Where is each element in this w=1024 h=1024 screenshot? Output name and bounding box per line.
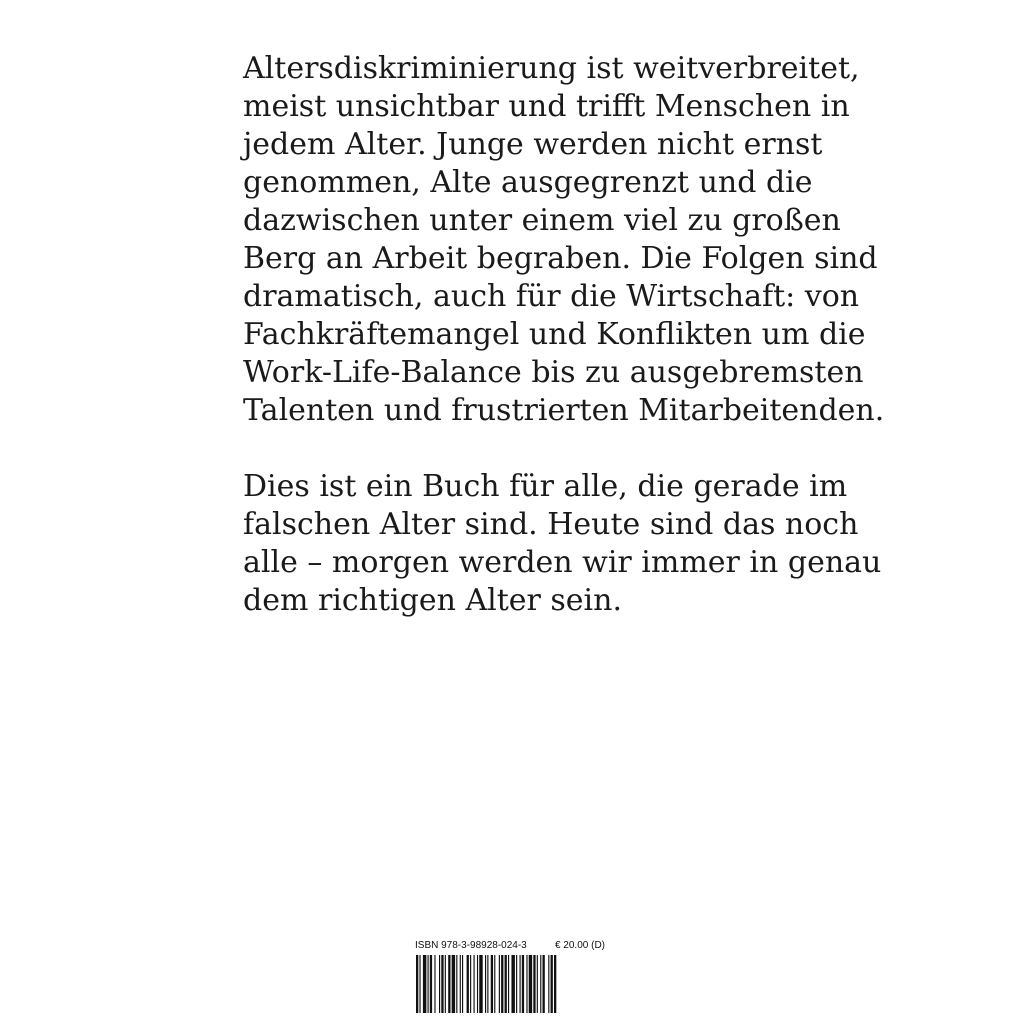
barcode-bar [551,955,553,1013]
barcode-bar [508,955,509,1013]
barcode-bar [529,955,532,1013]
barcode-block [415,940,605,1013]
barcode-bar [423,955,426,1013]
barcode-bar [445,955,446,1013]
paragraph-spacer [243,430,783,468]
paragraph-1 [243,50,885,430]
barcode-bar [460,955,461,1013]
barcode-bar [428,955,429,1013]
text-line: Dies ist ein Buch für alle, die gerade im [243,469,848,504]
barcode-image [415,955,605,1013]
barcode-bar [434,955,435,1013]
barcode-bar [520,955,521,1013]
blurb-text [243,50,885,620]
text-line: Fachkräftemangel und Konflikten um die [243,317,866,352]
text-line: falschen Alter sind. Heute sind das noch [243,507,859,542]
price-text: € 20.00 (D) [554,940,605,951]
barcode-bar [470,955,471,1013]
text-line: genommen, Alte ausgegrenzt und die [243,165,813,200]
barcode-bar [477,955,478,1013]
barcode-bar [499,955,500,1013]
barcode-bar [439,955,440,1013]
barcode-bar [452,955,455,1013]
text-line: dazwischen unter einem viel zu großen [243,203,841,238]
barcode-bar [487,955,488,1013]
isbn-price-line [415,940,605,951]
barcode-bar [462,955,463,1013]
paragraph-2 [243,468,882,620]
barcode-bar [456,955,457,1013]
barcode-bar [419,955,420,1013]
text-line: Work-Life-Balance bis zu ausgebremsten [243,355,864,390]
barcode-bar [485,955,486,1013]
text-line: jedem Alter. Junge werden nicht ernst [243,127,823,162]
barcode-bar [526,955,527,1013]
barcode-bar [548,955,549,1013]
barcode-bar [505,955,507,1013]
barcode-bar [501,955,503,1013]
barcode-bar [494,955,495,1013]
text-line: Altersdiskriminierung ist weitverbreitet, [243,51,860,86]
barcode-bar [537,955,538,1013]
barcode-bar [491,955,493,1013]
barcode-bar [533,955,535,1013]
barcode-bar [467,955,469,1013]
barcode-bar [540,955,541,1013]
text-line: dem richtigen Alter sein. [243,583,623,618]
barcode-bar [516,955,517,1013]
text-line: Talenten und frustrierten Mitarbeitenden. [243,393,885,428]
barcode-bar [511,955,514,1013]
text-line: Berg an Arbeit begraben. Die Folgen sind [243,241,878,276]
text-line: alle – morgen werden wir immer in genau [243,545,882,580]
barcode-bar [543,955,545,1013]
barcode-bar [479,955,482,1013]
text-line: meist unsichtbar und trifft Menschen in [243,89,850,124]
barcode-bar [474,955,475,1013]
barcode-bar [430,955,432,1013]
text-line: dramatisch, auch für die Wirtschaft: von [243,279,860,314]
barcode-bar [522,955,524,1013]
barcode-bar [441,955,443,1013]
barcode-bar [554,955,556,1013]
isbn-text: ISBN 978-3-98928-024-3 [415,940,527,951]
barcode-bar [416,955,418,1013]
barcode-bar [448,955,450,1013]
